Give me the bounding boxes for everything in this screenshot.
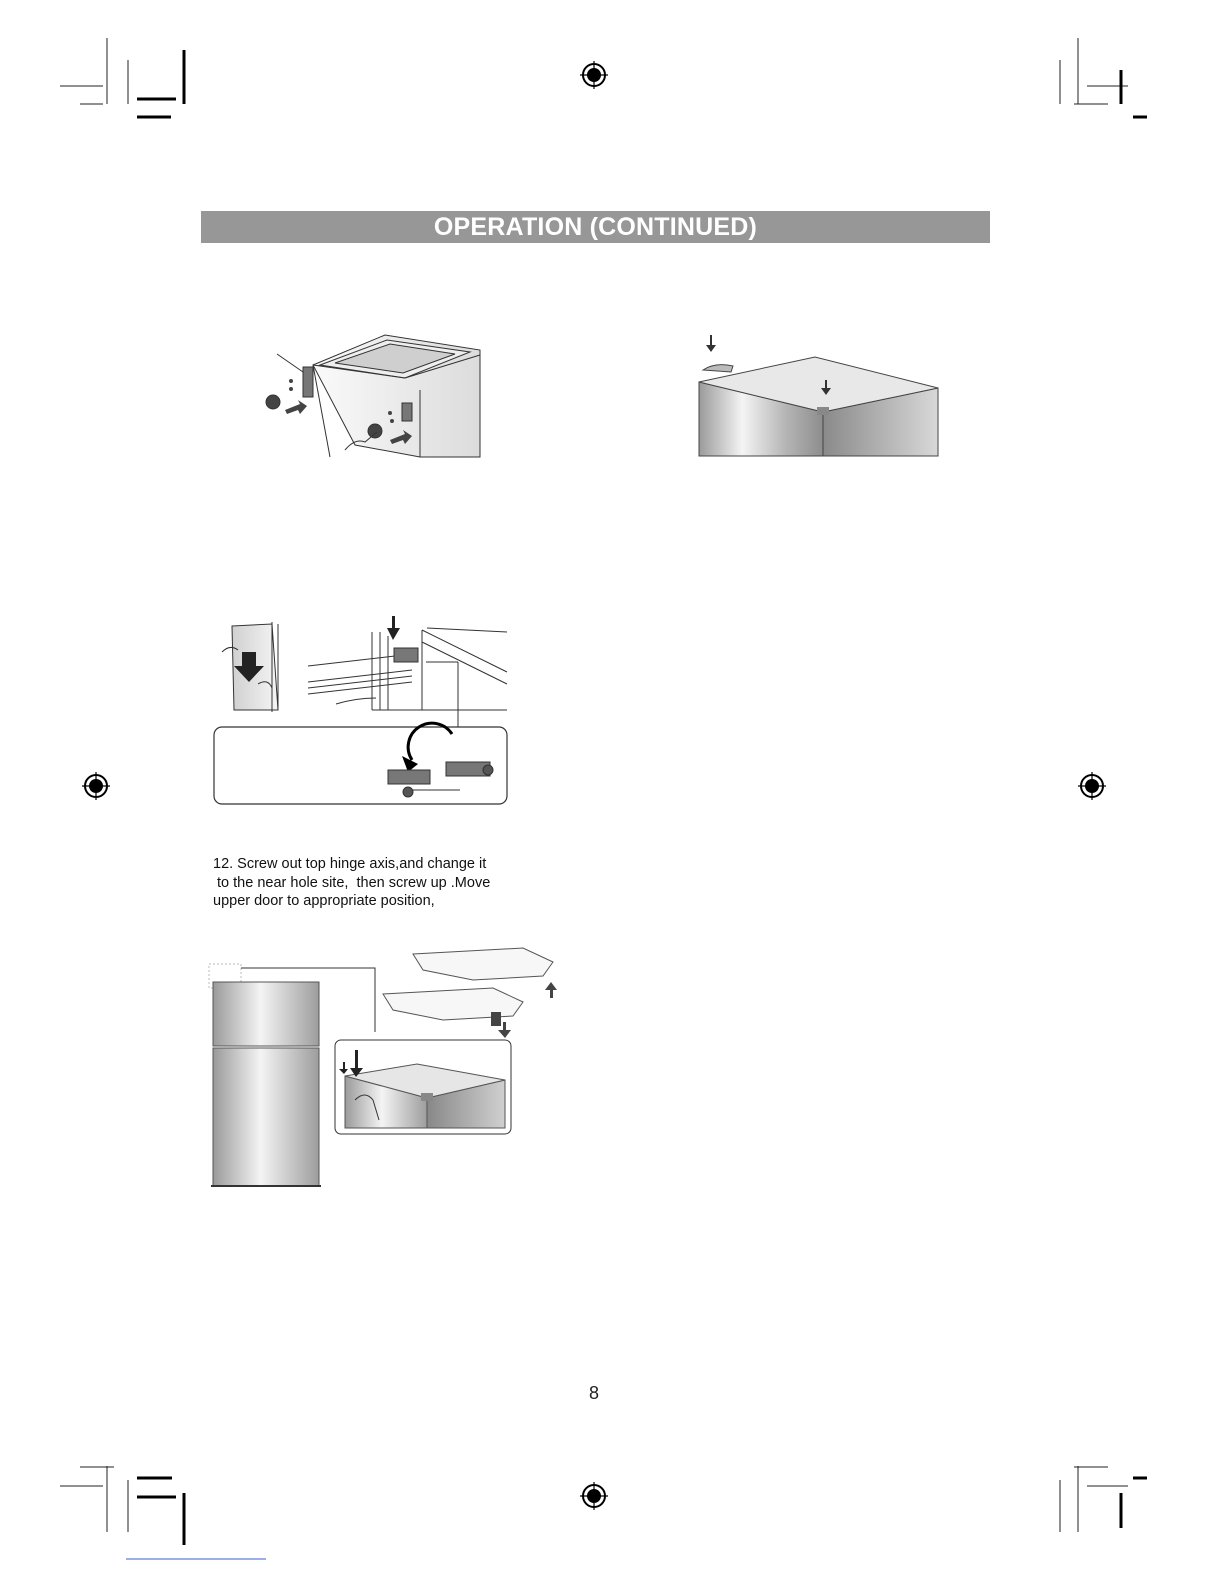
- registration-mark-top-icon: [580, 61, 610, 91]
- section-title: OPERATION (CONTINUED): [433, 212, 758, 241]
- section-title-banner: [201, 211, 990, 243]
- top-hinge-axis-relocation-figure: [205, 940, 555, 1190]
- registration-mark-right-icon: [1078, 772, 1108, 802]
- registration-mark-left-icon: [82, 772, 112, 802]
- page-number: 8: [588, 1383, 599, 1403]
- registration-mark-bottom-icon: [580, 1482, 610, 1512]
- step-12-instruction: 12. Screw out top hinge axis,and change it to the near hole site, then screw up .Move upper door to appropriate position,: [213, 856, 491, 909]
- door-removal-hinge-flip-figure: [212, 612, 512, 807]
- fridge-top-hinge-cover-figure: [695, 330, 945, 460]
- fridge-top-hinge-swap-figure: [255, 330, 495, 460]
